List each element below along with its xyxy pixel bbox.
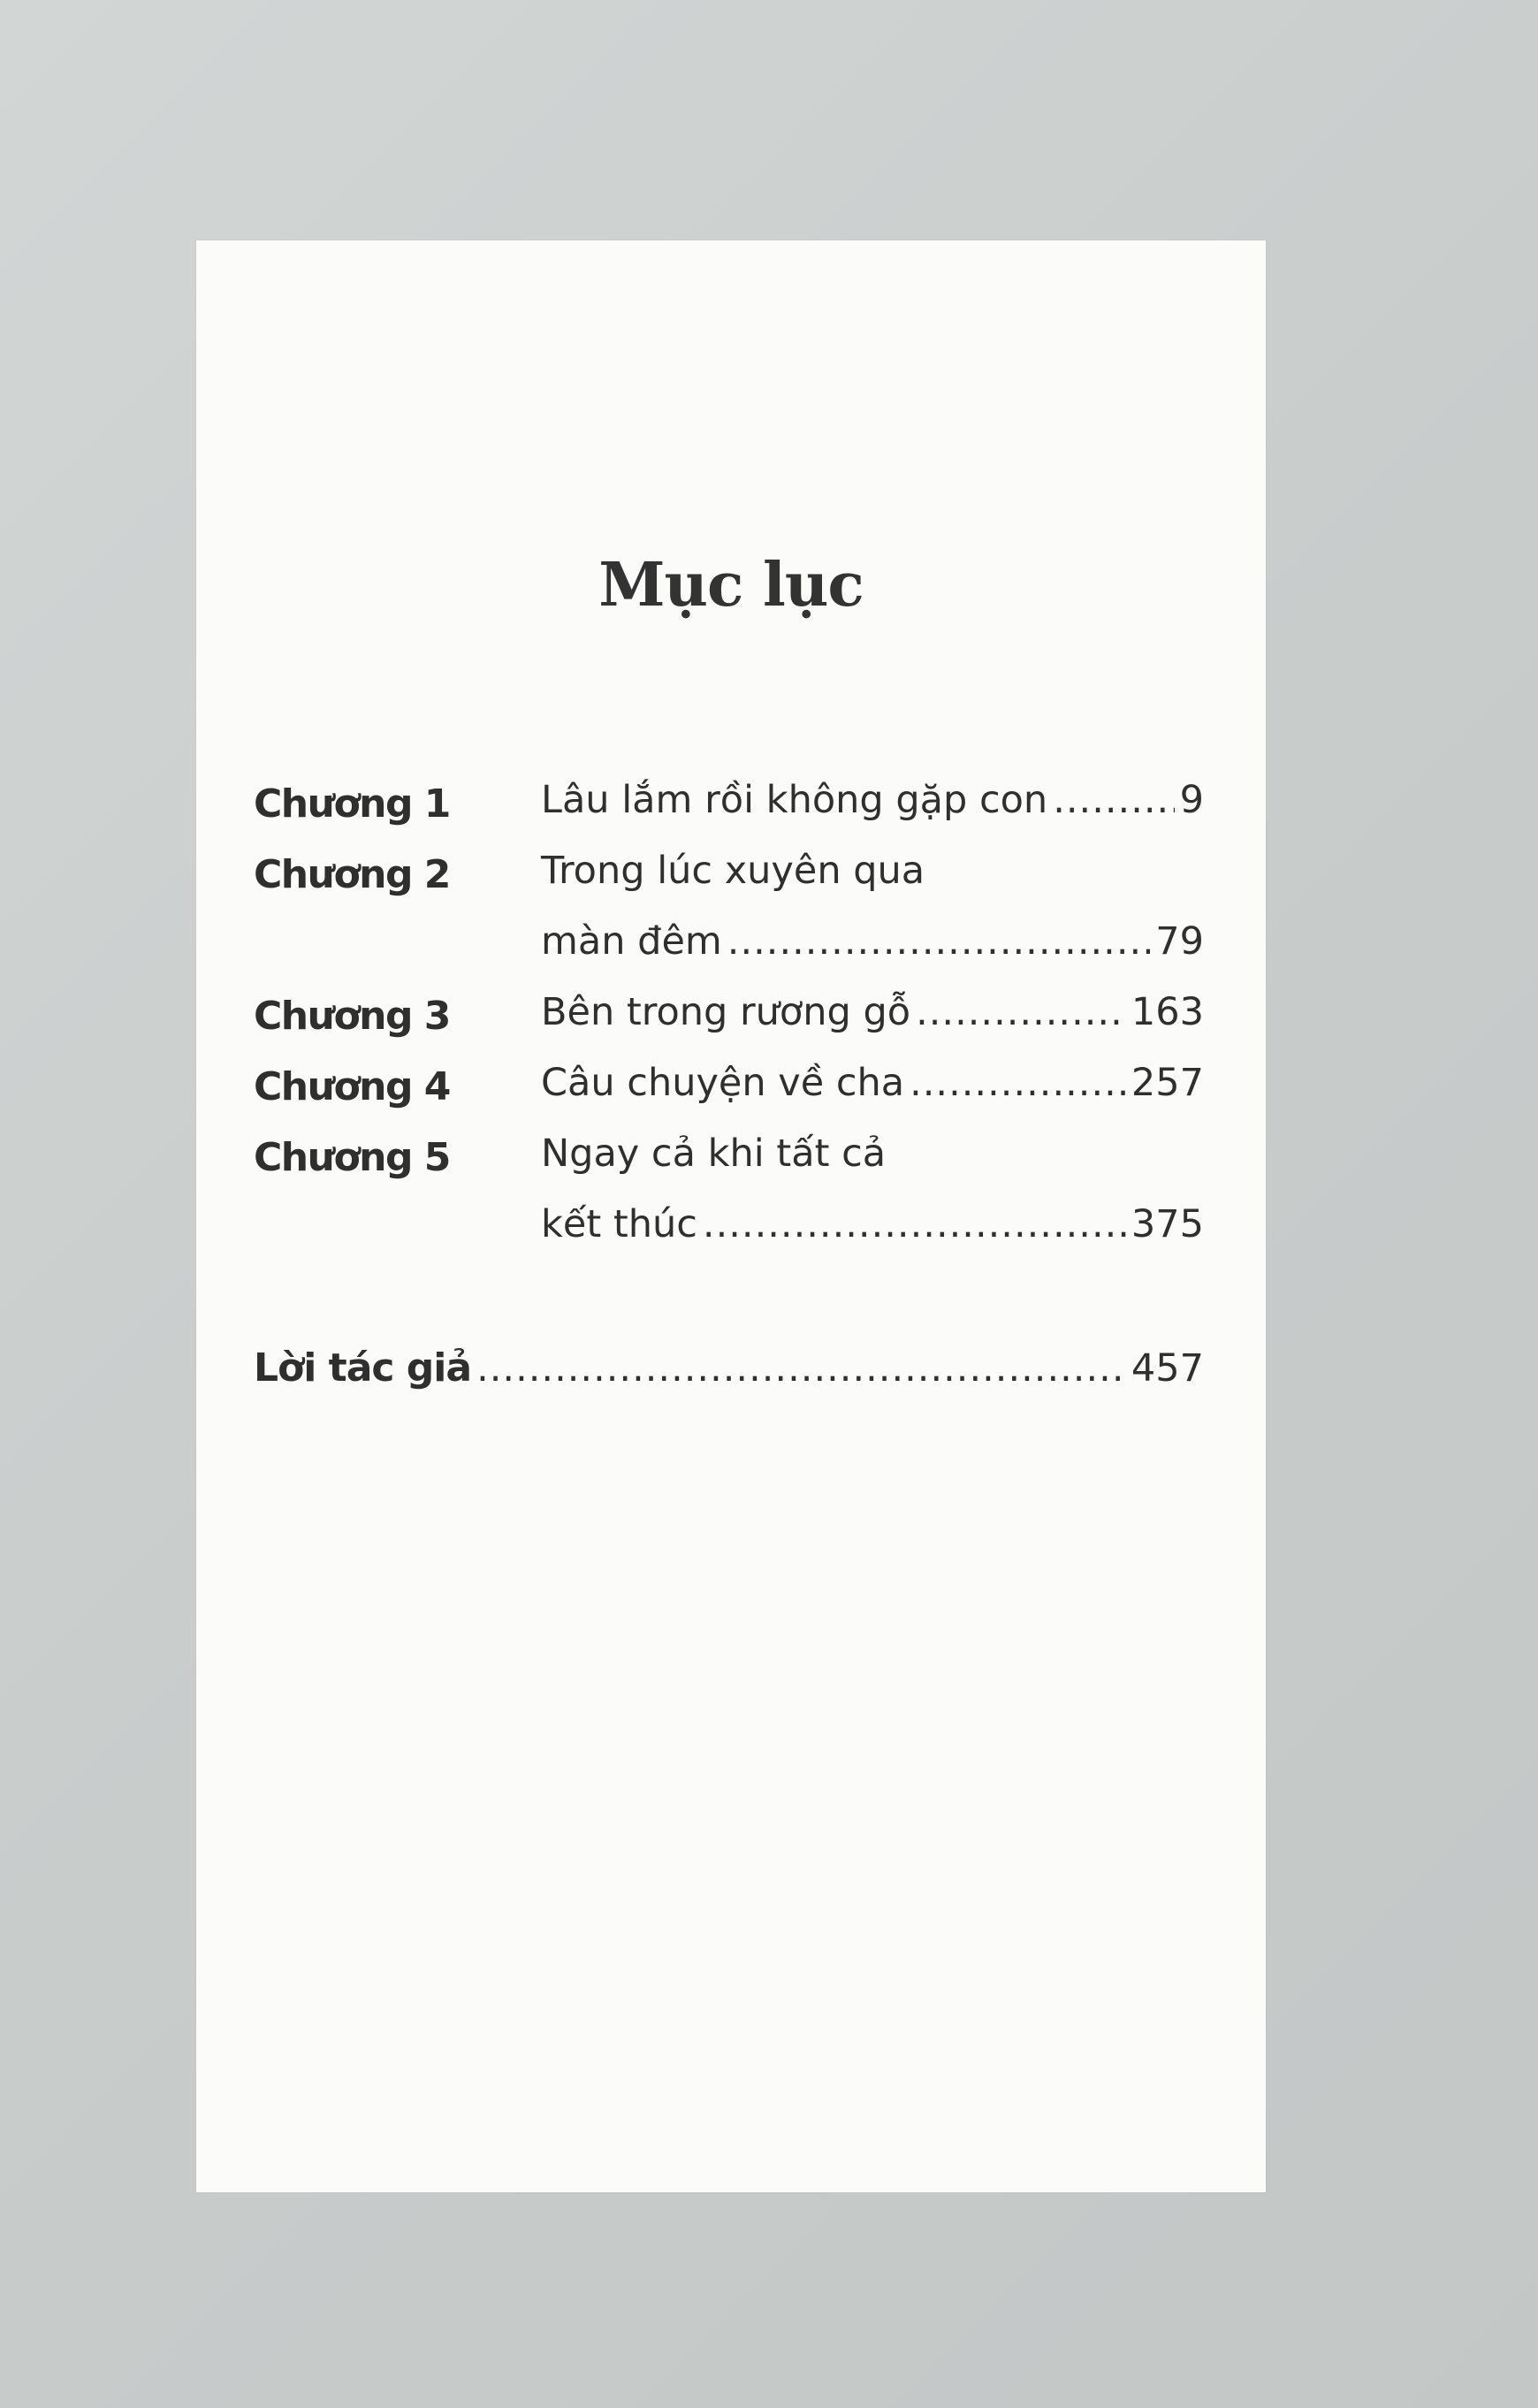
dot-leader: [1053, 778, 1174, 822]
afterword-label: Lời tác giả: [254, 1345, 472, 1391]
chapter-title: Bên trong rương gỗ: [541, 990, 911, 1034]
entry-line: [541, 1061, 1204, 1105]
chapter-title-line-2: màn đêm: [541, 919, 722, 964]
dot-leader: [727, 919, 1150, 964]
book-page: [196, 240, 1266, 2192]
chapter-label: Chương 4: [254, 1064, 450, 1109]
chapter-title-line-2: kết thúc: [541, 1202, 697, 1246]
chapter-label: Chương 5: [254, 1135, 450, 1180]
dot-leader: [703, 1202, 1126, 1246]
page-number: 9: [1179, 778, 1204, 822]
page-number: 79: [1155, 919, 1204, 964]
chapter-label: Chương 3: [254, 994, 450, 1039]
page-number: 375: [1131, 1202, 1204, 1246]
chapter-label: Chương 1: [254, 781, 450, 827]
entry-line: [541, 778, 1204, 822]
dot-leader: [476, 1346, 1126, 1391]
dot-leader: [916, 990, 1126, 1034]
toc-entry-afterword: [254, 1345, 1204, 1391]
entry-line: [541, 1132, 1204, 1176]
dot-leader: [910, 1061, 1126, 1105]
chapter-title: Lâu lắm rồi không gặp con: [541, 778, 1048, 822]
page-number: 457: [1131, 1346, 1204, 1391]
chapter-title-line-1: Ngay cả khi tất cả: [541, 1132, 887, 1176]
toc-title: Mục lục: [598, 550, 864, 621]
chapter-label: Chương 2: [254, 852, 450, 897]
entry-line: [541, 849, 1204, 893]
page-number: 257: [1131, 1061, 1204, 1105]
chapter-title-line-1: Trong lúc xuyên qua: [541, 849, 925, 893]
entry-line: [541, 919, 1204, 964]
chapter-title: Câu chuyện về cha: [541, 1061, 905, 1105]
entry-line: [541, 1202, 1204, 1246]
page-number: 163: [1131, 990, 1204, 1034]
entry-line: [541, 990, 1204, 1034]
